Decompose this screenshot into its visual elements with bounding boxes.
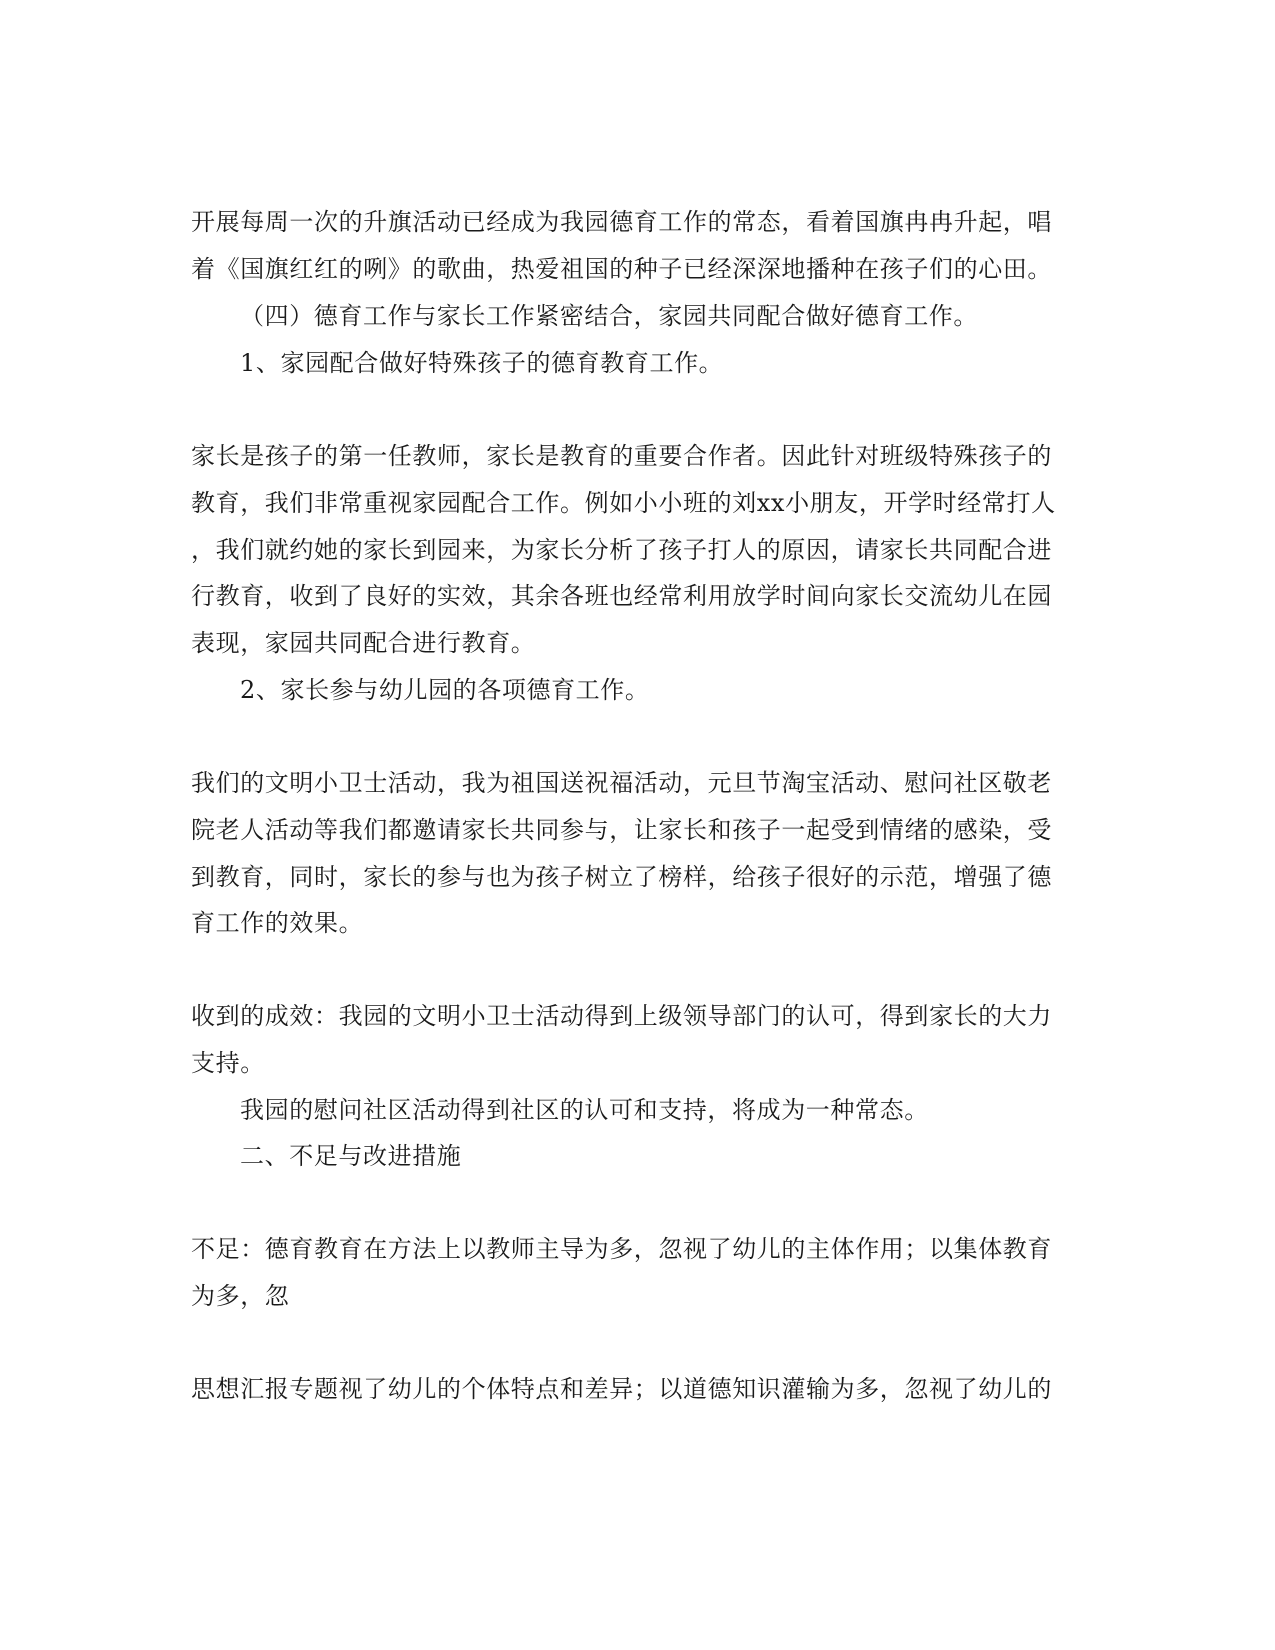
subsection-heading: 1、家园配合做好特殊孩子的德育教育工作。 [240,349,724,377]
paragraph-line: 行教育，收到了良好的实效，其余各班也经常利用放学时间向家长交流幼儿在园 [191,582,1052,610]
paragraph-line: 我们的文明小卫士活动，我为祖国送祝福活动，元旦节淘宝活动、慰问社区敬老 [191,769,1052,797]
section-heading: （四）德育工作与家长工作紧密结合，家园共同配合做好德育工作。 [240,302,978,330]
paragraph-line: ，我们就约她的家长到园来，为家长分析了孩子打人的原因，请家长共同配合进 [191,536,1052,564]
paragraph-line: 院老人活动等我们都邀请家长共同参与，让家长和孩子一起受到情绪的感染，受 [191,816,1052,844]
paragraph-line: 我园的慰问社区活动得到社区的认可和支持，将成为一种常态。 [240,1096,929,1124]
paragraph-line: 表现，家园共同配合进行教育。 [191,629,536,657]
paragraph-line: 教育，我们非常重视家园配合工作。例如小小班的刘xx小朋友，开学时经常打人 [191,489,1056,517]
paragraph-line: 到教育，同时，家长的参与也为孩子树立了榜样，给孩子很好的示范，增强了德 [191,863,1052,891]
paragraph-line: 开展每周一次的升旗活动已经成为我园德育工作的常态，看着国旗冉冉升起，唱 [191,208,1052,236]
paragraph-line: 为多，忽 [191,1282,290,1310]
paragraph-line: 家长是孩子的第一任教师，家长是教育的重要合作者。因此针对班级特殊孩子的 [191,442,1052,470]
section-heading: 二、不足与改进措施 [240,1142,462,1170]
paragraph-line: 着《国旗红红的咧》的歌曲，热爱祖国的种子已经深深地播种在孩子们的心田。 [191,255,1052,283]
subsection-heading: 2、家长参与幼儿园的各项德育工作。 [240,676,650,704]
paragraph-line: 支持。 [191,1049,265,1077]
paragraph-line: 育工作的效果。 [191,909,364,937]
paragraph-line: 收到的成效：我园的文明小卫士活动得到上级领导部门的认可，得到家长的大力 [191,1002,1052,1030]
paragraph-line: 思想汇报专题视了幼儿的个体特点和差异；以道德知识灌输为多，忽视了幼儿的 [191,1375,1052,1403]
paragraph-line: 不足：德育教育在方法上以教师主导为多，忽视了幼儿的主体作用；以集体教育 [191,1235,1052,1263]
